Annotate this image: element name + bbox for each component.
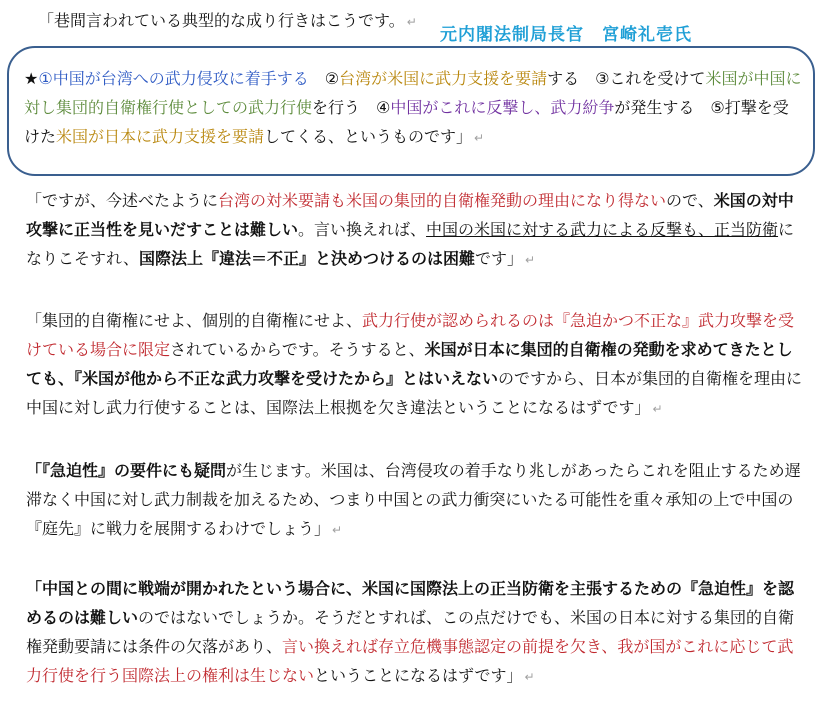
star-icon: ★: [24, 69, 39, 88]
p3-a: 「『急迫性』の要件にも疑問: [26, 461, 227, 480]
p2-a: 「集団的自衛権にせよ、個別的自衛権にせよ、: [26, 311, 363, 330]
page-title: 元内閣法制局長官 宮崎礼壱氏: [440, 25, 692, 45]
intro-line: [38, 6, 438, 37]
p2-b: 武力行使が認められるのは『急迫かつ不正な』武力攻撃を受けている場合に限定: [26, 311, 795, 359]
paragraph-2: [26, 306, 806, 424]
p4-c: 言い換えれば存立危機事態認定の前提を欠き、我が国がこれに応じて武力行使を行う国際法上の権利は生じない: [26, 637, 794, 685]
paragraph-mark: ↵: [652, 402, 663, 416]
step-4-tail: が発生する ⑤打撃を受けた: [24, 98, 789, 146]
p2-e: のですから、日本が集団的自衛権を理由に中国に対し武力行使することは、国際法上根拠を欠き違法ということになるはずです」: [26, 369, 803, 417]
step-1: ①中国が台湾への武力侵攻に着手する: [38, 69, 309, 88]
step-2: 台湾が米国に武力支援を要請: [339, 69, 548, 88]
paragraph-4: [26, 574, 806, 692]
paragraph-mark: ↵: [524, 670, 535, 684]
p4-b: のではないでしょうか。そうだとすれば、この点だけでも、米国の日本に対する集団的自衛権発動要請には条件の欠落があり、: [26, 608, 795, 656]
step-3-tail: を行う ④: [312, 98, 391, 117]
step-5: 米国が日本に武力支援を要請: [56, 127, 265, 146]
paragraph-1: [26, 186, 806, 275]
paragraph-mark: ↵: [406, 15, 417, 29]
p1-c: ので、: [666, 191, 714, 210]
intro-text: 「巷間言われている典型的な成り行きはこうです。: [38, 11, 405, 30]
step-3: 米国が中国に対し集団的自衛権行使としての武力行使: [24, 69, 802, 117]
p1-d: 米国の対中攻撃に正当性を見いだすことは難しい: [26, 191, 794, 239]
p1-g: になりこそすれ、: [26, 220, 795, 268]
p1-e: 。言い換えれば、: [298, 220, 427, 239]
p1-a: 「ですが、今述べたように: [26, 191, 219, 210]
p1-f: 中国の米国に対する武力による反撃も、正当防衛: [426, 220, 779, 239]
p2-c: されているからです。そうすると、: [170, 340, 425, 359]
step-2-tail: する ③これを受けて: [547, 69, 706, 88]
p3-b: が生じます。米国は、台湾侵攻の着手なり兆しがあったらこれを阻止するため遅滞なく中国に対し武力制裁を加えるため、つまり中国との武力衝突にいたる可能性を重々承知の上で中国の『庭先』に戦力を展開するわけでしょう」: [26, 461, 801, 538]
paragraph-mark: ↵: [525, 253, 536, 267]
p1-h: 国際法上『違法＝不正』と決めつけるのは困難: [138, 249, 475, 268]
step-4: 中国がこれに反撃し、武力紛争: [390, 98, 615, 117]
p1-b: 台湾の対米要請も米国の集団的自衛権発動の理由になり得ない: [218, 191, 667, 210]
p4-d: ということになるはずです」: [314, 666, 523, 685]
paragraph-mark: ↵: [474, 131, 485, 145]
p4-a: 「中国との間に戦端が開かれたという場合に、米国に国際法上の正当防衛を主張するための『急迫性』を認めるのは難しい: [26, 579, 795, 627]
p2-d: 米国が日本に集団的自衛権の発動を求めてきたとしても、『米国が他から不正な武力攻撃を受けたから』とはいえない: [26, 340, 793, 388]
paragraph-3: [26, 456, 806, 545]
step-5-tail: してくる、というものです」: [264, 127, 473, 146]
callout-text: [24, 64, 804, 153]
step-2-num: ②: [308, 69, 340, 88]
paragraph-mark: ↵: [332, 523, 343, 537]
p1-i: です」: [474, 249, 523, 268]
